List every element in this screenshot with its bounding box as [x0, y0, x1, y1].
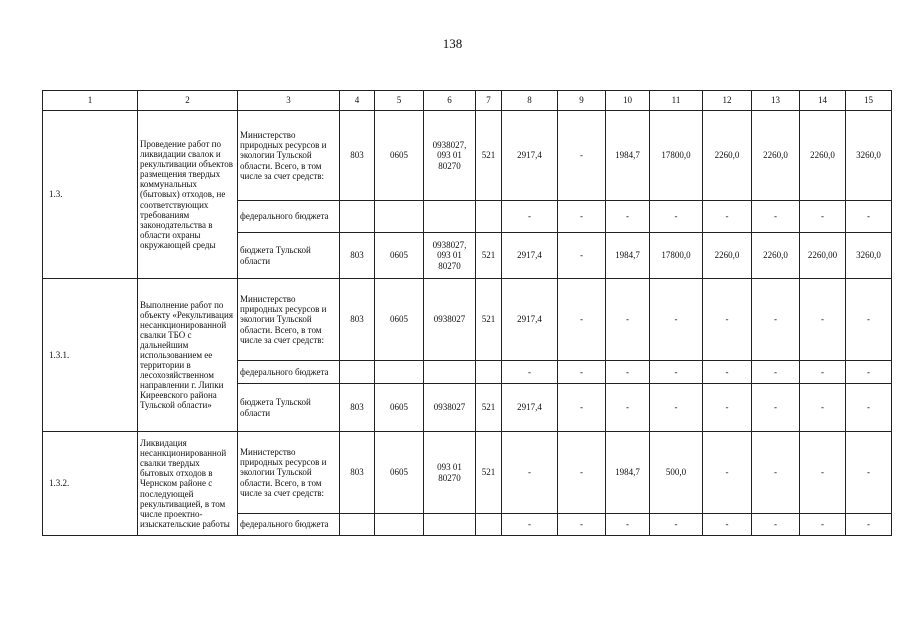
- row-number: 1.3.1.: [43, 279, 138, 432]
- row-number: 1.3.: [43, 111, 138, 279]
- table-cell: [340, 514, 375, 536]
- table-cell: -: [502, 514, 558, 536]
- funding-source: федерального бюджета: [238, 361, 340, 384]
- table-cell: [375, 201, 424, 233]
- table-cell: -: [800, 384, 846, 432]
- table-cell: 0605: [375, 279, 424, 361]
- table-cell: -: [846, 514, 892, 536]
- table-cell: 2260,00: [800, 233, 846, 279]
- table-cell: 803: [340, 233, 375, 279]
- table-cell: [340, 201, 375, 233]
- column-header: 1: [43, 91, 138, 111]
- table-cell: 3260,0: [846, 233, 892, 279]
- table-cell: -: [606, 514, 650, 536]
- table-cell: -: [650, 514, 703, 536]
- row-description: Проведение работ по ликвидации свалок и рекультивации объектов размещения твердых коммунальных (бытовых) отходов, не соответствующих требованиям законодательства в области охраны окружающей среды: [138, 111, 238, 279]
- table-cell: -: [800, 361, 846, 384]
- table-cell: -: [752, 514, 800, 536]
- column-header: 6: [424, 91, 476, 111]
- table-cell: -: [650, 201, 703, 233]
- table-cell: 1984,7: [606, 432, 650, 514]
- table-cell: -: [752, 384, 800, 432]
- table-cell: 2917,4: [502, 384, 558, 432]
- table-cell: -: [703, 361, 752, 384]
- table-cell: [476, 361, 502, 384]
- table-cell: 17800,0: [650, 233, 703, 279]
- table-cell: 521: [476, 111, 502, 201]
- table-cell: [424, 361, 476, 384]
- row-description: Выполнение работ по объекту «Рекультивация несанкционированной свалки ТБО с дальнейшим использованием ее территории в лесохозяйственном направлении г. Липки Киреевского района Тульской области»: [138, 279, 238, 432]
- table-cell: -: [558, 384, 606, 432]
- table-cell: -: [558, 111, 606, 201]
- table-cell: 1984,7: [606, 111, 650, 201]
- funding-source: Министерство природных ресурсов и экологии Тульской области. Всего, в том числе за счет средств:: [238, 111, 340, 201]
- table-cell: -: [846, 201, 892, 233]
- column-number-row: [43, 91, 892, 111]
- column-header: 7: [476, 91, 502, 111]
- column-header: 10: [606, 91, 650, 111]
- funding-source: федерального бюджета: [238, 514, 340, 536]
- table-row: [43, 279, 892, 361]
- table-cell: -: [502, 201, 558, 233]
- table-cell: 0605: [375, 111, 424, 201]
- table-cell: -: [846, 279, 892, 361]
- table-cell: -: [502, 432, 558, 514]
- table-cell: -: [606, 361, 650, 384]
- table-cell: -: [703, 432, 752, 514]
- table-cell: 500,0: [650, 432, 703, 514]
- table-cell: -: [703, 514, 752, 536]
- table-cell: [424, 201, 476, 233]
- table-cell: 2260,0: [703, 233, 752, 279]
- column-header: 3: [238, 91, 340, 111]
- table-cell: 0605: [375, 384, 424, 432]
- table-cell: -: [800, 279, 846, 361]
- table-cell: 521: [476, 233, 502, 279]
- table-cell: 2260,0: [752, 233, 800, 279]
- column-header: 12: [703, 91, 752, 111]
- table-cell: 3260,0: [846, 111, 892, 201]
- column-header: 2: [138, 91, 238, 111]
- table-cell: -: [558, 432, 606, 514]
- table-cell: -: [703, 384, 752, 432]
- table-cell: -: [752, 432, 800, 514]
- table-cell: 2917,4: [502, 279, 558, 361]
- table-cell: -: [800, 432, 846, 514]
- table-cell: 803: [340, 111, 375, 201]
- table-cell: 0938027, 093 01 80270: [424, 111, 476, 201]
- table-cell: 0605: [375, 432, 424, 514]
- table-cell: 17800,0: [650, 111, 703, 201]
- column-header: 14: [800, 91, 846, 111]
- table-cell: -: [752, 279, 800, 361]
- table-cell: -: [846, 361, 892, 384]
- table-cell: 521: [476, 279, 502, 361]
- table-cell: 2917,4: [502, 111, 558, 201]
- table-cell: 093 01 80270: [424, 432, 476, 514]
- table-cell: -: [650, 361, 703, 384]
- table-cell: 0938027: [424, 279, 476, 361]
- table-cell: [424, 514, 476, 536]
- table-cell: -: [650, 279, 703, 361]
- table-cell: [476, 514, 502, 536]
- funding-source: бюджета Тульской области: [238, 233, 340, 279]
- budget-table: [42, 90, 892, 536]
- table-cell: -: [846, 432, 892, 514]
- table-cell: -: [650, 384, 703, 432]
- column-header: 5: [375, 91, 424, 111]
- table-cell: 2260,0: [752, 111, 800, 201]
- table-cell: 2260,0: [703, 111, 752, 201]
- page-number: 138: [442, 36, 463, 51]
- table-cell: -: [703, 279, 752, 361]
- table-cell: 0938027, 093 01 80270: [424, 233, 476, 279]
- table-cell: -: [606, 384, 650, 432]
- funding-source: Министерство природных ресурсов и экологии Тульской области. Всего, в том числе за счет средств:: [238, 279, 340, 361]
- table-cell: 2917,4: [502, 233, 558, 279]
- funding-source: федерального бюджета: [238, 201, 340, 233]
- table-cell: 803: [340, 432, 375, 514]
- table-cell: -: [752, 361, 800, 384]
- table-cell: -: [606, 279, 650, 361]
- table-cell: 2260,0: [800, 111, 846, 201]
- table-cell: [375, 514, 424, 536]
- table-cell: -: [558, 514, 606, 536]
- table-cell: -: [558, 361, 606, 384]
- column-header: 9: [558, 91, 606, 111]
- table-cell: 803: [340, 384, 375, 432]
- table-cell: -: [606, 201, 650, 233]
- table-cell: 0605: [375, 233, 424, 279]
- table-cell: -: [502, 361, 558, 384]
- table-cell: 1984,7: [606, 233, 650, 279]
- funding-source: бюджета Тульской области: [238, 384, 340, 432]
- table-cell: -: [558, 201, 606, 233]
- table-cell: -: [752, 201, 800, 233]
- column-header: 4: [340, 91, 375, 111]
- table-cell: -: [800, 514, 846, 536]
- row-number: 1.3.2.: [43, 432, 138, 536]
- table-cell: 0938027: [424, 384, 476, 432]
- table-cell: -: [558, 233, 606, 279]
- table-cell: [476, 201, 502, 233]
- row-description: Ликвидация несанкционированной свалки твердых бытовых отходов в Чернском районе с последующей рекультивацией, в том числе проектно-изыскательские работы: [138, 432, 238, 536]
- column-header: 11: [650, 91, 703, 111]
- table-cell: -: [846, 384, 892, 432]
- column-header: 15: [846, 91, 892, 111]
- column-header: 8: [502, 91, 558, 111]
- table-cell: 521: [476, 432, 502, 514]
- table-cell: -: [703, 201, 752, 233]
- table-row: [43, 111, 892, 201]
- column-header: 13: [752, 91, 800, 111]
- table-cell: 521: [476, 384, 502, 432]
- table-cell: 803: [340, 279, 375, 361]
- table-cell: -: [800, 201, 846, 233]
- funding-source: Министерство природных ресурсов и экологии Тульской области. Всего, в том числе за счет средств:: [238, 432, 340, 514]
- table-cell: [375, 361, 424, 384]
- table-cell: -: [558, 279, 606, 361]
- table-row: [43, 432, 892, 514]
- table-cell: [340, 361, 375, 384]
